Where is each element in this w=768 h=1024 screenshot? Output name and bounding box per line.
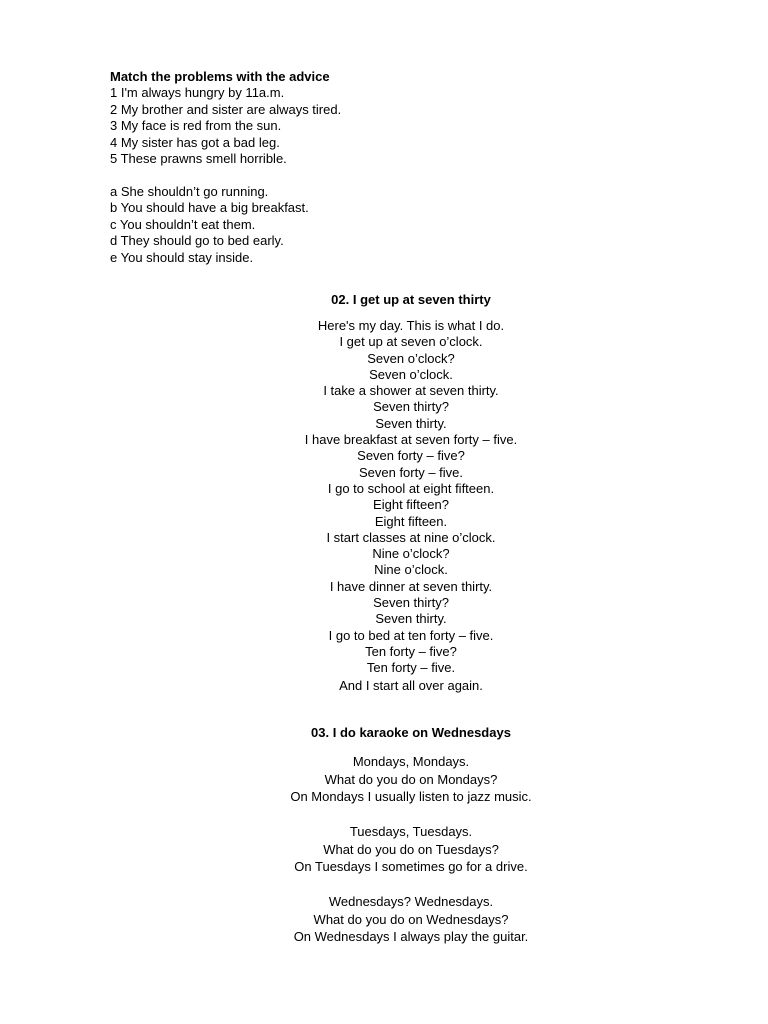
song2-section (0, 292, 768, 308)
problem-item: 2 My brother and sister are always tired. (110, 101, 342, 117)
lyric-line: What do you do on Tuesdays? (323, 841, 499, 857)
lyric-line: Seven forty – five. (358, 464, 464, 480)
lyric-line: What do you do on Mondays? (324, 771, 498, 787)
lyric-line: Seven thirty. (375, 415, 447, 431)
lyric-line: Seven forty – five? (357, 448, 465, 464)
lyric-line: Seven o’clock? (367, 350, 455, 366)
lyric-line: Mondays, Mondays. (352, 754, 470, 769)
lyric-line: Here's my day. This is what I do. (317, 318, 505, 333)
lyric-line: On Wednesdays I always play the guitar. (293, 929, 529, 945)
lyric-line: On Mondays I usually listen to jazz music. (290, 789, 532, 805)
problem-item: 1 I'm always hungry by 11a.m. (110, 85, 285, 101)
advice-item: a She shouldn’t go running. (110, 184, 269, 199)
lyric-line: Seven thirty. (375, 611, 447, 627)
lyric-line: Seven thirty? (373, 399, 449, 415)
song2-lyrics (0, 318, 768, 694)
song3-stanza (0, 823, 768, 876)
lyric-line: Ten forty – five. (366, 660, 456, 676)
advice-item: d They should go to bed early. (110, 233, 284, 249)
exercise-title: Match the problems with the advice (110, 69, 330, 84)
exercise-section (110, 69, 530, 167)
advice-item: e You should stay inside. (110, 249, 254, 265)
lyric-line: I go to bed at ten forty – five. (328, 627, 494, 643)
lyric-line: I have breakfast at seven forty – five. (304, 432, 518, 448)
song3-stanza (0, 753, 768, 806)
advice-item: b You should have a big breakfast. (110, 200, 309, 216)
lyric-line: Eight fifteen? (373, 497, 449, 513)
lyric-line: I take a shower at seven thirty. (323, 383, 499, 399)
advice-list (110, 184, 530, 266)
lyric-line: Nine o’clock? (372, 546, 450, 562)
lyric-line: On Tuesdays I sometimes go for a drive. (294, 859, 528, 875)
lyric-line: What do you do on Wednesdays? (313, 911, 509, 927)
advice-item: c You shouldn’t eat them. (110, 216, 256, 232)
song2-title: 02. I get up at seven thirty (331, 292, 491, 307)
song3-stanza (0, 893, 768, 946)
lyric-line: Tuesdays, Tuesdays. (349, 824, 473, 839)
lyric-line: I start classes at nine o’clock. (326, 529, 496, 545)
lyric-line: Nine o’clock. (374, 562, 448, 578)
song3-title: 03. I do karaoke on Wednesdays (311, 725, 511, 740)
problem-item: 5 These prawns smell horrible. (110, 150, 287, 166)
lyric-line: I get up at seven o’clock. (339, 334, 483, 350)
lyric-line: Ten forty – five? (365, 643, 457, 659)
lyric-line: Wednesdays? Wednesdays. (328, 894, 494, 909)
problem-item: 3 My face is red from the sun. (110, 118, 282, 134)
lyric-line: Eight fifteen. (374, 513, 448, 529)
lyric-line: Seven o’clock. (369, 366, 453, 382)
lyric-line: I have dinner at seven thirty. (329, 578, 493, 594)
lyric-line: Seven thirty? (373, 595, 449, 611)
problem-item: 4 My sister has got a bad leg. (110, 134, 280, 150)
lyric-line: And I start all over again. (339, 677, 483, 693)
lyric-line: I go to school at eight fifteen. (327, 480, 495, 496)
song3-section (0, 725, 768, 741)
